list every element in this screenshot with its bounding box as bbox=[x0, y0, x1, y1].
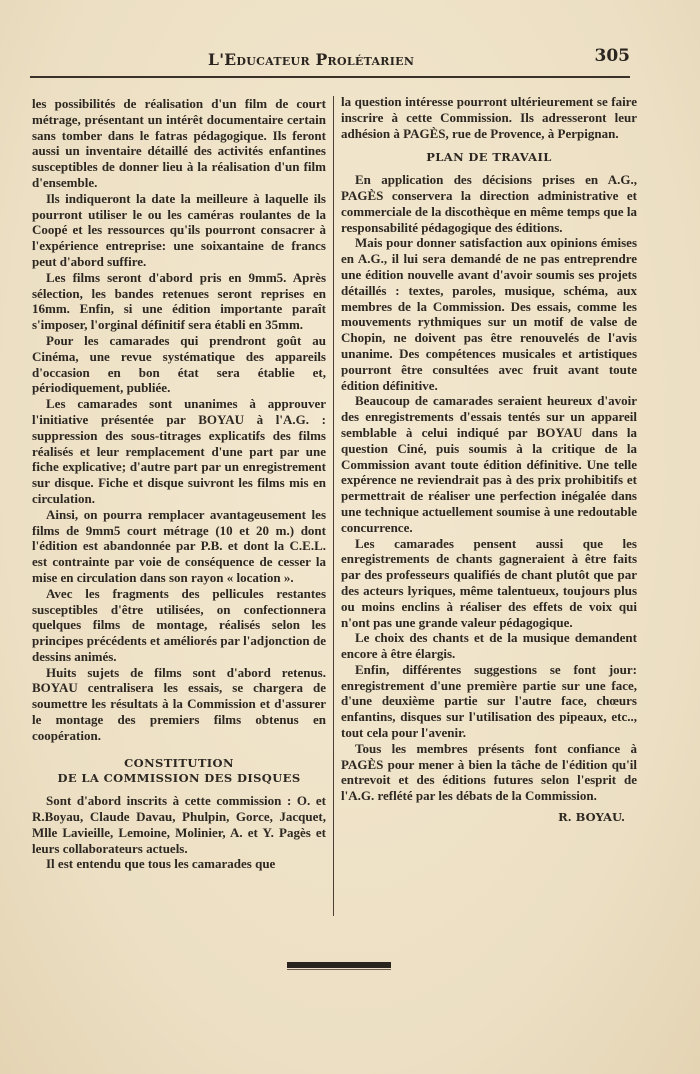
section-heading bbox=[32, 756, 326, 788]
paragraph: Pour les camarades qui prendront goût au Cinéma, une revue systématique des appareils d'occasion en bon état sera établie et, périodiquement, publiée. bbox=[32, 332, 326, 396]
paragraph: Sont d'abord inscrits à cette commission : O. et R.Boyau, Claude Davau, Phulpin, Gorce, Jacquet, Mlle Lavieille, Lemoine, Molinier, A. et Y. Pagès et leurs collaborateurs actuels. bbox=[32, 793, 326, 856]
paragraph: Les camarades sont unanimes à approuver l'initiative présentée par BOYAU à l'A.G. : suppression des sous-titrages explicatifs des films réalisés et leur remplacement d'une part par une fiche explicative; d'autre part par un enregistrement sur disque. Fiche et disque suivront les films mis en circulation. bbox=[32, 396, 326, 506]
heading-line: DE LA COMMISSION DES DISQUES bbox=[57, 771, 301, 786]
paragraph: Les camarades pensent aussi que les enregistrements de chants gagneraient à être faits par des professeurs qualifiés de chant plutôt que par des acteurs lyriques, même talentueux, toujours plus ou moins enclins à réaliser des effets de voix qui n'ont pas une grande valeur pédagogique. bbox=[341, 535, 637, 630]
paragraph: Il est entendu que tous les camarades que bbox=[46, 856, 276, 872]
left-column bbox=[32, 96, 326, 872]
paragraph: Tous les membres présents font confiance à PAGÈS pour mener à bien la tâche de l'édition qu'il entrevoit et des éditions futures selon l'esprit de l'A.G. reflété par les débats de la Commission. bbox=[341, 740, 637, 804]
right-column bbox=[341, 94, 637, 826]
paragraph: Les films seront d'abord pris en 9mm5. Après sélection, les bandes retenues seront reprises en 16mm. Enfin, si une édition importante paraît s'imposer, l'orginal définitif sera établi en 35mm. bbox=[32, 269, 326, 333]
heading-line: CONSTITUTION bbox=[124, 755, 234, 770]
paragraph: la question intéresse pourront ultérieurement se faire inscrire à cette Commission. Ils adresseront leur adhésion à PAGÈS, rue de Provence, à Perpignan. bbox=[341, 94, 637, 141]
column-divider bbox=[333, 96, 334, 916]
page-header bbox=[30, 44, 630, 78]
paragraph: Huits sujets de films sont d'abord retenus. BOYAU centralisera les essais, se chargera de soumettre les résultats à la Commission et d'assurer le montage des premiers films obtenus en coopération. bbox=[32, 664, 326, 743]
section-heading: PLAN DE TRAVAIL bbox=[426, 150, 552, 165]
paragraph: Enfin, différentes suggestions se font jour: enregistrement d'une première partie sur une face, d'une deuxième partie sur l'autre face, chœurs enfantins, disques sur l'utilisation des pipeaux, etc.., tout cela pour l'avenir. bbox=[341, 661, 637, 741]
paragraph: Avec les fragments des pellicules restantes susceptibles d'être utilisées, on confectionnera quelques films de montage, réalisés selon les principes précédents et améliorés par l'adjonction de dessins animés. bbox=[32, 585, 326, 664]
signature: R. BOYAU. bbox=[558, 810, 625, 825]
end-ornament bbox=[287, 962, 391, 968]
paragraph: Ils indiqueront la date la meilleure à laquelle ils pourront utiliser le ou les caméras roulantes de la Coopé et les ressources qu'ils pourront consacrer à l'expérience entreprise: une soixantaine de francs peut d'abord suffire. bbox=[32, 190, 326, 269]
paragraph: Mais pour donner satisfaction aux opinions émises en A.G., il lui sera demandé de ne pas entreprendre une édition nouvelle avant d'avoir soumis ses projets détaillés : textes, paroles, musique, schéma, aux membres de la Commission. Des essais, comme les mouvements rythmiques sur un motif de valse de Chopin, ne doivent pas être renouvelés de l'avis unanime. Des compétences musicales et artistiques pourront être consultées avec fruit avant toute édition définitive. bbox=[341, 235, 637, 393]
page-number: 305 bbox=[594, 46, 630, 66]
paragraph: Ainsi, on pourra remplacer avantageusement les films de 9mm5 court métrage (10 et 20 m.) dont l'édition est abandonnée par P.B. et dont la C.E.L. est contrainte par voie de conséquence de cesser la mise en circulation dans son rayon « location ». bbox=[32, 506, 326, 585]
paragraph: En application des décisions prises en A.G., PAGÈS conservera la direction administrative et commerciale de la discothèque en même temps que la responsabilité pédagogique des éditions. bbox=[341, 172, 637, 235]
paragraph: les possibilités de réalisation d'un film de court métrage, présentant un intérêt documentaire certain sans tomber dans le fatras pédagogique. Ils feront aussi un inventaire détaillé des activités enfantines susceptibles de donner lieu à la réalisation d'un film d'ensemble. bbox=[32, 96, 326, 190]
paragraph: Le choix des chants et de la musique demandent encore à être élargis. bbox=[341, 630, 637, 662]
running-title: L'Educateur Prolétarien bbox=[208, 50, 415, 69]
paragraph: Beaucoup de camarades seraient heureux d'avoir des enregistrements d'essais tentés sur un appareil semblable à celui indiqué par BOYAU dans la question Ciné, puis soumis à la critique de la Commission avant toute édition définitive. Une telle expérence ne reviendrait pas à des prix prohibitifs et permettrait de réaliser une perfection inégalée dans une technique actuellement soumise à une redoutable concurrence. bbox=[341, 393, 637, 535]
